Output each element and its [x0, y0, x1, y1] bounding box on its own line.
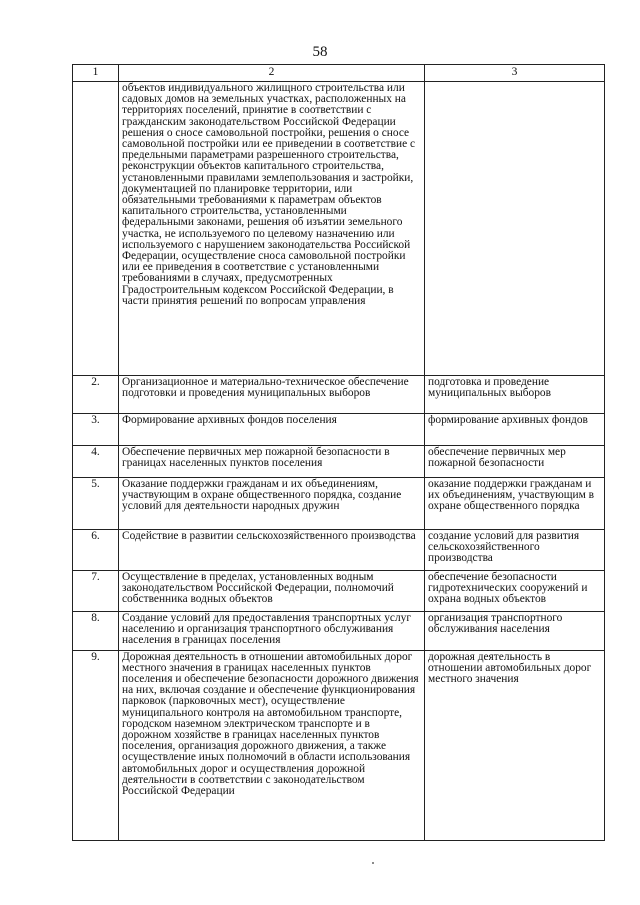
authority-text: Организационное и материально-техническое обеспечение подготовки и проведения муниципальных выборов: [119, 376, 425, 414]
result-text: обеспечение первичных мер пожарной безопасности: [425, 446, 605, 478]
authority-text: Оказание поддержки гражданам и их объединениям, участвующим в охране общественного порядка, создание условий для деятельности народных дружин: [119, 478, 425, 530]
authorities-table: [72, 64, 605, 841]
authority-text: Осуществление в пределах, установленных водным законодательством Российской Федерации, полномочий собственника водных объектов: [119, 571, 425, 612]
authority-continuation-text: объектов индивидуального жилищного строительства или садовых домов на земельных участках, расположенных на территориях поселений, принятие в соответствии с гражданским законодательством Российской Федерации решения о сносе самовольной постройки, решения о сносе самовольной постройки или ее приведении в соответствие с предельными параметрами разрешенного строительства, реконструкции объектов капитального строительства, установленными правилами землепользования и застройки, документацией по планировке территории, или обязательными требованиями к параметрам объектов капитального строительства, установленными федеральными законами, решения об изъятии земельного участка, не используемого по целевому назначению или используемого с нарушением законодательства Российской Федерации, осуществление сноса самовольной постройки или ее приведения в соответствие с установленными требованиями в случаях, предусмотренных Градостроительным кодексом Российской Федерации, в части принятия решений по вопросам управления: [119, 82, 425, 376]
result-text: обеспечение безопасности гидротехнических сооружений и охрана водных объектов: [425, 571, 605, 612]
authority-text: Обеспечение первичных мер пожарной безопасности в границах населенных пунктов поселения: [119, 446, 425, 478]
row-number: 7.: [73, 571, 119, 612]
result-text: организация транспортного обслуживания населения: [425, 612, 605, 651]
result-text: дорожная деятельность в отношении автомобильных дорог местного значения: [425, 650, 605, 840]
row-number: 3.: [73, 414, 119, 446]
table-row: [73, 650, 605, 840]
result-text: формирование архивных фондов: [425, 414, 605, 446]
table-row: [73, 612, 605, 651]
column-header-number: 1: [73, 65, 119, 82]
scan-speck: [372, 862, 374, 864]
page-number: 58: [312, 44, 328, 60]
table-row: [73, 376, 605, 414]
table-row: [73, 414, 605, 446]
result-text: подготовка и проведение муниципальных выборов: [425, 376, 605, 414]
authority-text: Дорожная деятельность в отношении автомобильных дорог местного значения в границах населенных пунктов поселения и обеспечение безопасности дорожного движения на них, включая создание и обеспечение функционирования парковок (парковочных мест), осуществление муниципального контроля на автомобильном транспорте, городском наземном электрическом транспорте и в дорожном хозяйстве в границах населенных пунктов поселения, организация дорожного движения, а также осуществление иных полномочий в области использования автомобильных дорог и осуществления дорожной деятельности в соответствии с законодательством Российской Федерации: [119, 650, 425, 840]
table-row: [73, 446, 605, 478]
table-row: [73, 571, 605, 612]
table-row: [73, 530, 605, 571]
result-cell-empty: [425, 82, 605, 376]
row-number: 2.: [73, 376, 119, 414]
row-number: 6.: [73, 530, 119, 571]
table-row-continuation: [73, 82, 605, 376]
row-number: 9.: [73, 650, 119, 840]
result-text: создание условий для развития сельскохозяйственного производства: [425, 530, 605, 571]
table-header-row: [73, 65, 605, 82]
row-number-cell: [73, 82, 119, 376]
row-number: 5.: [73, 478, 119, 530]
row-number: 4.: [73, 446, 119, 478]
column-header-result: 3: [425, 65, 605, 82]
column-header-authority: 2: [119, 65, 425, 82]
authority-text: Содействие в развитии сельскохозяйственного производства: [119, 530, 425, 571]
row-number: 8.: [73, 612, 119, 651]
result-text: оказание поддержки гражданам и их объединениям, участвующим в охране общественного порядка: [425, 478, 605, 530]
authority-text: Создание условий для предоставления транспортных услуг населению и организация транспортного обслуживания населения в границах поселения: [119, 612, 425, 651]
table-row: [73, 478, 605, 530]
authority-text: Формирование архивных фондов поселения: [119, 414, 425, 446]
